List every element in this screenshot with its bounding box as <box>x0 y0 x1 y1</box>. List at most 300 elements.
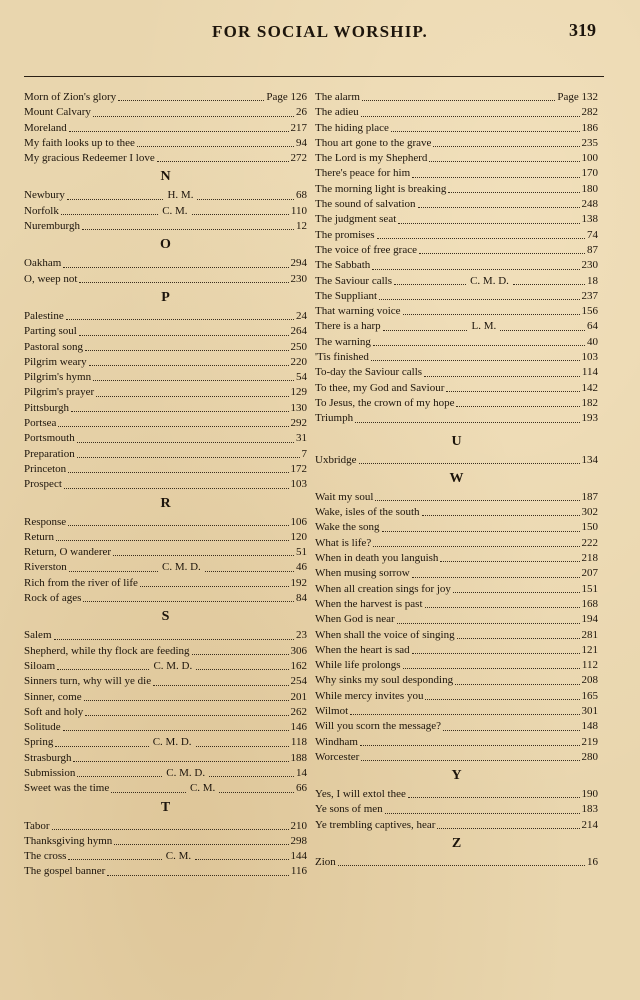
hymn-title: Newbury <box>24 189 65 202</box>
dot-leader <box>412 177 579 178</box>
dot-leader <box>453 592 580 593</box>
page-ref: 272 <box>290 152 307 165</box>
dot-leader <box>85 715 288 716</box>
index-entry <box>24 431 307 446</box>
index-entry <box>315 597 598 612</box>
index-entry <box>24 659 307 674</box>
page-ref: 168 <box>581 597 598 610</box>
hymn-title: The sound of salvation <box>315 198 416 211</box>
header-rule <box>24 76 604 77</box>
entry-list <box>315 90 598 427</box>
index-entry <box>24 591 307 606</box>
index-entry <box>315 212 598 227</box>
page-ref: 230 <box>581 259 598 272</box>
dot-leader <box>96 396 288 397</box>
meter-label: C. M. D. <box>153 659 193 672</box>
hymn-title: Thou art gone to the grave <box>315 136 432 149</box>
section-letter-n: N <box>160 169 171 185</box>
hymn-title: The Sabbath <box>315 259 371 272</box>
dot-leader <box>457 638 580 639</box>
page-ref: 68 <box>296 189 307 202</box>
dot-leader <box>68 859 161 860</box>
hymn-title: Palestine <box>24 309 64 322</box>
page-ref: 31 <box>296 432 307 445</box>
dot-leader <box>79 335 289 336</box>
dot-leader <box>73 761 288 762</box>
page-ref: 208 <box>581 674 598 687</box>
dot-leader <box>153 685 288 686</box>
page-ref: 116 <box>290 865 307 878</box>
dot-leader <box>425 699 579 700</box>
dot-leader <box>338 865 585 866</box>
index-entry <box>315 166 598 181</box>
index-entry <box>24 819 307 834</box>
hymn-title: The cross <box>24 850 67 863</box>
dot-leader <box>66 319 294 320</box>
index-entry <box>315 818 598 833</box>
index-entry <box>315 689 598 704</box>
left-column <box>24 90 307 880</box>
page-ref: 237 <box>581 289 598 302</box>
page-title: FOR SOCIAL WORSHIP. <box>212 22 428 41</box>
entry-list <box>24 256 307 287</box>
meter-label: C. M. D. <box>166 766 206 779</box>
index-entry <box>315 566 598 581</box>
index-entry <box>24 674 307 689</box>
hymn-title: My gracious Redeemer I love <box>24 152 155 165</box>
index-entry <box>315 802 598 817</box>
page-ref: 114 <box>581 366 598 379</box>
dot-leader <box>114 844 288 845</box>
dot-leader <box>192 214 289 215</box>
index-entry <box>24 355 307 370</box>
hymn-title: Nuremburgh <box>24 220 81 233</box>
page-ref: 170 <box>581 167 598 180</box>
dot-leader <box>437 828 579 829</box>
section-letter-o: O <box>160 237 171 253</box>
dot-leader <box>68 525 288 526</box>
hymn-title: Mount Calvary <box>24 106 91 119</box>
hymn-title: O, weep not <box>24 272 78 285</box>
meter-label: C. M. <box>189 782 216 795</box>
hymn-title: The gospel banner <box>24 865 106 878</box>
index-entry <box>315 658 598 673</box>
hymn-title: Wait my soul <box>315 490 374 503</box>
page-ref: 144 <box>290 850 307 863</box>
hymn-title: That warning voice <box>315 305 401 318</box>
hymn-title: Salem <box>24 629 52 642</box>
page-ref: 118 <box>290 736 307 749</box>
index-entry <box>24 576 307 591</box>
page-ref: 262 <box>290 705 307 718</box>
dot-leader <box>77 776 162 777</box>
hymn-title: Return, O wanderer <box>24 546 112 559</box>
page-ref: 87 <box>587 243 598 256</box>
index-entry <box>315 90 598 105</box>
page-ref: 230 <box>290 272 307 285</box>
page-ref: 193 <box>581 412 598 425</box>
hymn-title: Sweet was the time <box>24 782 110 795</box>
entry-list <box>315 787 598 833</box>
dot-leader <box>56 540 289 541</box>
index-entry <box>315 490 598 505</box>
page-ref: 18 <box>587 274 598 287</box>
hymn-title: Zion <box>315 856 336 869</box>
page-ref: 190 <box>581 788 598 801</box>
index-entry <box>24 766 307 781</box>
index-entry <box>315 551 598 566</box>
page-ref: 188 <box>290 751 307 764</box>
dot-leader <box>382 531 580 532</box>
dot-leader <box>196 669 288 670</box>
dot-leader <box>83 601 294 602</box>
dot-leader <box>61 214 158 215</box>
hymn-title: To-day the Saviour calls <box>315 366 423 379</box>
page-ref: 306 <box>290 644 307 657</box>
index-entry <box>24 219 307 234</box>
index-entry <box>315 453 598 468</box>
dot-leader <box>113 555 294 556</box>
index-entry <box>24 121 307 136</box>
hymn-title: Ye sons of men <box>315 803 383 816</box>
index-entry <box>315 673 598 688</box>
page-ref: 24 <box>296 309 307 322</box>
index-entry <box>315 787 598 802</box>
entry-list <box>24 515 307 607</box>
index-entry <box>24 515 307 530</box>
right-column <box>315 90 598 870</box>
dot-leader <box>372 269 579 270</box>
dot-leader <box>63 267 288 268</box>
page-ref: 218 <box>581 552 598 565</box>
dot-leader <box>403 314 580 315</box>
hymn-title: When all creation sings for joy <box>315 582 451 595</box>
index-entry <box>315 289 598 304</box>
page-ref: 235 <box>581 136 598 149</box>
hymn-title: Wake the song <box>315 521 380 534</box>
dot-leader <box>64 488 289 489</box>
dot-leader <box>500 330 585 331</box>
hymn-title: Parting soul <box>24 325 77 338</box>
dot-leader <box>209 776 294 777</box>
index-entry <box>24 370 307 385</box>
dot-leader <box>397 623 580 624</box>
index-entry <box>24 705 307 720</box>
hymn-title: Pittsburgh <box>24 401 70 414</box>
hymn-title: The judgment seat <box>315 213 397 226</box>
index-entry <box>315 182 598 197</box>
index-entry <box>24 560 307 575</box>
index-entry <box>24 385 307 400</box>
hymn-title: Portsea <box>24 417 57 430</box>
dot-leader <box>82 229 294 230</box>
page-ref: 302 <box>581 506 598 519</box>
index-entry <box>24 644 307 659</box>
dot-leader <box>373 345 585 346</box>
index-entry <box>24 105 307 120</box>
page-ref: 51 <box>296 546 307 559</box>
index-entry <box>315 258 598 273</box>
page-ref: 281 <box>581 628 598 641</box>
dot-leader <box>68 472 288 473</box>
dot-leader <box>448 192 579 193</box>
dot-leader <box>63 730 289 731</box>
dot-leader <box>197 199 294 200</box>
dot-leader <box>84 700 289 701</box>
hymn-title: The warning <box>315 335 371 348</box>
page-ref: Page 132 <box>557 91 598 103</box>
entry-list <box>24 90 307 166</box>
hymn-title: Morn of Zion's glory <box>24 91 117 103</box>
index-entry <box>315 105 598 120</box>
dot-leader <box>69 571 158 572</box>
section-letter-w: W <box>449 470 464 486</box>
hymn-title: Sinners turn, why will ye die <box>24 675 152 688</box>
page-ref: 222 <box>581 536 598 549</box>
meter-label: H. M. <box>167 189 194 202</box>
section-letter-p: P <box>161 289 170 305</box>
page-ref: 254 <box>290 675 307 688</box>
dot-leader <box>71 411 288 412</box>
dot-leader <box>355 422 579 423</box>
dot-leader <box>379 299 579 300</box>
page-ref: 207 <box>581 567 598 580</box>
hymn-title: Riverston <box>24 561 67 574</box>
dot-leader <box>419 253 585 254</box>
hymn-title: Siloam <box>24 659 56 672</box>
meter-label: C. M. D. <box>161 561 201 574</box>
index-entry <box>24 545 307 560</box>
page-ref: 298 <box>290 834 307 847</box>
index-entry <box>24 90 307 105</box>
section-letter-z: Z <box>451 836 462 852</box>
dot-leader <box>391 131 580 132</box>
dot-leader <box>418 207 580 208</box>
dot-leader <box>398 223 579 224</box>
page-ref: 138 <box>581 213 598 226</box>
index-entry <box>24 416 307 431</box>
page-ref: 151 <box>581 582 598 595</box>
hymn-title: While life prolongs <box>315 659 401 672</box>
index-entry <box>315 350 598 365</box>
hymn-title: Pilgrim weary <box>24 355 87 368</box>
page-ref: 142 <box>581 381 598 394</box>
dot-leader <box>118 100 264 101</box>
index-entry <box>24 628 307 643</box>
hymn-title: Shepherd, while thy flock are feeding <box>24 644 190 657</box>
page-header <box>0 22 640 46</box>
hymn-title: When musing sorrow <box>315 567 410 580</box>
hymn-title: To thee, my God and Saviour <box>315 381 445 394</box>
dot-leader <box>85 350 289 351</box>
dot-leader <box>57 669 149 670</box>
dot-leader <box>359 463 580 464</box>
dot-leader <box>107 875 289 876</box>
entry-list <box>315 855 598 870</box>
index-entry <box>24 477 307 492</box>
page-ref: 292 <box>290 417 307 430</box>
dot-leader <box>375 500 579 501</box>
entry-list <box>24 309 307 493</box>
index-entry <box>315 319 598 334</box>
dot-leader <box>77 457 300 458</box>
page-ref: 120 <box>290 530 307 543</box>
page-ref: 282 <box>581 106 598 119</box>
page-ref: 46 <box>296 561 307 574</box>
page-ref: 183 <box>581 803 598 816</box>
index-entry <box>24 834 307 849</box>
page-ref: 210 <box>290 819 307 832</box>
section-letter-t: T <box>160 799 171 815</box>
meter-label: C. M. <box>162 204 188 217</box>
page-ref: 172 <box>290 462 307 475</box>
dot-leader <box>371 360 580 361</box>
hymn-title: Rock of ages <box>24 592 82 605</box>
hymn-title: Will you scorn the message? <box>315 720 442 733</box>
index-entry <box>24 690 307 705</box>
hymn-title: Prospect <box>24 478 62 491</box>
hymn-title: When shall the voice of singing <box>315 628 455 641</box>
index-entry <box>315 719 598 734</box>
dot-leader <box>52 829 289 830</box>
dot-leader <box>192 654 289 655</box>
hymn-title: The promises <box>315 228 375 241</box>
dot-leader <box>58 426 288 427</box>
dot-leader <box>111 792 186 793</box>
hymn-title: There's peace for him <box>315 167 411 180</box>
dot-leader <box>383 330 468 331</box>
meter-label: L. M. <box>471 320 497 333</box>
dot-leader <box>361 116 580 117</box>
dot-leader <box>385 813 580 814</box>
dot-leader <box>157 161 289 162</box>
hymn-title: When the heart is sad <box>315 643 410 656</box>
dot-leader <box>408 797 580 798</box>
index-entry <box>24 151 307 166</box>
dot-leader <box>196 746 289 747</box>
page-ref: 220 <box>290 355 307 368</box>
index-entry <box>315 735 598 750</box>
entry-list <box>315 453 598 468</box>
page-ref: 148 <box>581 720 598 733</box>
page-ref: 23 <box>296 629 307 642</box>
index-entry <box>315 274 598 289</box>
dot-leader <box>137 146 294 147</box>
section-letter-u: U <box>451 433 462 449</box>
index-entry <box>24 309 307 324</box>
page-ref: 248 <box>581 198 598 211</box>
hymn-title: Solitude <box>24 721 61 734</box>
index-entry <box>315 582 598 597</box>
page-ref: 84 <box>296 592 307 605</box>
dot-leader <box>89 365 289 366</box>
dot-leader <box>77 442 294 443</box>
meter-label: C. M. D. <box>152 736 192 749</box>
page-ref: 301 <box>581 704 598 717</box>
index-entry <box>24 735 307 750</box>
dot-leader <box>362 100 555 101</box>
index-entry <box>24 530 307 545</box>
dot-leader <box>195 859 288 860</box>
dot-leader <box>455 684 579 685</box>
page-ref: 219 <box>581 735 598 748</box>
index-entry <box>315 136 598 151</box>
index-entry <box>24 340 307 355</box>
page-ref: 146 <box>290 721 307 734</box>
dot-leader <box>93 380 294 381</box>
hymn-title: Ye trembling captives, hear <box>315 818 436 831</box>
dot-leader <box>219 792 294 793</box>
hymn-title: Rich from the river of life <box>24 576 138 589</box>
index-entry <box>24 401 307 416</box>
dot-leader <box>425 607 580 608</box>
index-entry <box>315 704 598 719</box>
hymn-title: To Jesus, the crown of my hope <box>315 396 455 409</box>
page-ref: 110 <box>290 204 307 217</box>
hymn-title: When in death you languish <box>315 552 439 565</box>
hymn-title: Triumph <box>315 412 354 425</box>
hymn-title: The Suppliant <box>315 289 378 302</box>
hymn-title: The morning light is breaking <box>315 182 447 195</box>
index-entry <box>315 628 598 643</box>
hymn-title: Uxbridge <box>315 453 357 466</box>
page-ref: 103 <box>581 351 598 364</box>
page-ref: 14 <box>296 766 307 779</box>
page-ref: 280 <box>581 750 598 763</box>
hymn-title: My faith looks up to thee <box>24 136 135 149</box>
hymn-title: Oakham <box>24 257 62 270</box>
page-ref: 194 <box>581 613 598 626</box>
hymn-title: Portsmouth <box>24 432 75 445</box>
dot-leader <box>394 284 466 285</box>
page-ref: 40 <box>587 335 598 348</box>
hymn-title: The hiding place <box>315 121 389 134</box>
page-ref: 294 <box>290 257 307 270</box>
dot-leader <box>513 284 585 285</box>
dot-leader <box>446 391 579 392</box>
index-entry <box>315 411 598 426</box>
hymn-title: Submission <box>24 766 76 779</box>
hymn-title: Princeton <box>24 462 67 475</box>
page-ref: 112 <box>581 659 598 672</box>
hymn-title: Yes, I will extol thee <box>315 788 406 801</box>
index-entry <box>315 151 598 166</box>
page-ref: 16 <box>587 856 598 869</box>
hymn-title: Pilgrim's hymn <box>24 371 92 384</box>
dot-leader <box>456 406 579 407</box>
entry-list <box>24 628 307 796</box>
index-entry <box>315 335 598 350</box>
index-entry <box>315 243 598 258</box>
page-ref: 217 <box>290 121 307 134</box>
index-entry <box>24 256 307 271</box>
dot-leader <box>424 376 580 377</box>
page-ref: 186 <box>581 121 598 134</box>
index-entry <box>24 272 307 287</box>
hymn-title: Pastoral song <box>24 340 83 353</box>
page-ref: 12 <box>296 220 307 233</box>
hymn-title: Preparation <box>24 447 75 460</box>
index-entry <box>315 536 598 551</box>
index-entry <box>315 228 598 243</box>
dot-leader <box>412 653 580 654</box>
page-ref: 180 <box>581 182 598 195</box>
hymn-title: Soft and holy <box>24 705 84 718</box>
hymn-title: Moreland <box>24 121 67 134</box>
hymn-title: Wake, isles of the south <box>315 506 420 519</box>
page-ref: 165 <box>581 689 598 702</box>
page-ref: 187 <box>581 490 598 503</box>
